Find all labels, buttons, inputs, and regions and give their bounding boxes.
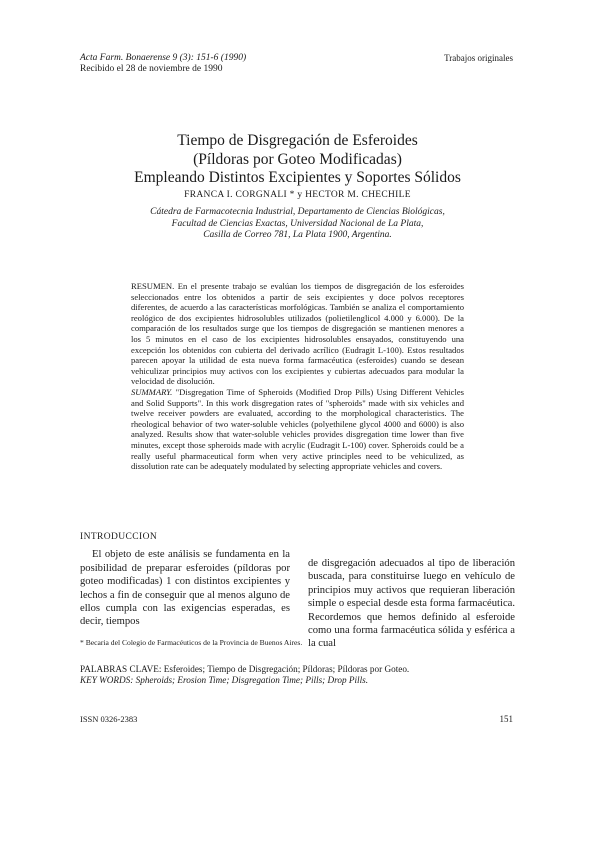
intro-column-left	[80, 531, 290, 629]
affiliation-line-1: Cátedra de Farmacotecnia Industrial, Departamento de Ciencias Biológicas,	[150, 207, 445, 217]
resumen-text: En el presente trabajo se evalúan los tiempos de disgregación de los esferoides seleccionados entre los obtenidos a partir de seis excipientes y doce polvos receptores diferentes, de acuerdo a las características morfológicas. También se analiza el comportamiento reológico de dos excipientes hidrosolubles utilizados (polietilenglicol 4.000 y 6.000). De la comparación de los resultados surge que los tiempos de disgregación se mantienen menores a los 5 minutos en el caso de los excipientes hidrosolubles ensayados, constituyendo una excepción los obtenidos con cubierta del derivado acrílico (Eudragit L-100). Estos resultados parecen apoyar la utilidad de esta nueva forma farmacéutica (esferoides) cuando se desean vehiculizar principios muy activos con los excipientes y cubiertas adecuados para modular la velocidad de disolución.	[131, 281, 464, 387]
affiliation-line-3: Casilla de Correo 781, La Plata 1900, Argentina.	[203, 230, 392, 240]
intro-column-right	[308, 557, 515, 651]
resumen-paragraph	[131, 281, 464, 387]
journal-header	[80, 53, 246, 75]
affiliation-line-2: Facultad de Ciencias Exactas, Universidad Nacional de La Plata,	[171, 218, 424, 229]
issn: ISSN 0326-2383	[80, 714, 138, 724]
affiliation	[60, 207, 535, 242]
footnote: * Becaria del Colegio de Farmacéuticos de la Provincia de Buenos Aires.	[80, 638, 303, 647]
authors: FRANCA I. CORGNALI * y HECTOR M. CHECHILE	[184, 190, 411, 200]
article-title	[60, 132, 535, 188]
summary-text: "Disgregation Time of Spheroids (Modified Drop Pills) Using Different Vehicles and Solid Supports". In this work disgregation rates of "spheroids" made with six vehicles and twelve receiver powders are evaluated, according to the morphological characteristics. The rheological behavior of two water-soluble vehicles (polyethilene glycol 4000 and 6000) is also analyzed. Results show that water-soluble vehicles provides disgregation time lower than five minutes, except those spheroids made with acrylic (Eudragit L-100) cover. Spheroids could be a really useful pharmaceutical form when very active principles need to be vehiculized, as dissolution rate can be adequately modulated by selecting appropriate vehicles and covers.	[131, 386, 464, 472]
intro-paragraph-1: El objeto de este análisis se fundamenta en la posibilidad de preparar esferoides (píldoras por goteo modificadas) 1 con distintos excipientes y lechos a fin de conseguir que al menos alguno de ellos cumpla con las exigencias esperadas, es decir, tiempos	[80, 549, 290, 628]
page-number: 151	[499, 714, 513, 724]
intro-heading: INTRODUCCION	[80, 532, 158, 542]
summary-paragraph	[131, 387, 464, 472]
section-label: Trabajos originales	[444, 53, 513, 63]
received-date: Recibido el 28 de noviembre de 1990	[80, 64, 223, 74]
title-line-3: Empleando Distintos Excipientes y Soportes Sólidos	[134, 169, 461, 186]
resumen-label: RESUMEN.	[131, 281, 175, 291]
intro-paragraph-2: de disgregación adecuados al tipo de liberación buscada, para constituirse luego en vehículo de principios muy activos que requieran liberación simple o especial desde esta forma farmacéutica. Recordemos que hemos definido al esferoide como una forma farmacéutica sólida y esférica a la cual	[308, 558, 515, 650]
keywords	[80, 664, 520, 686]
title-line-2: (Píldoras por Goteo Modificadas)	[193, 150, 402, 168]
abstract	[131, 281, 464, 472]
keywords-es: PALABRAS CLAVE: Esferoides; Tiempo de Disgregación; Píldoras; Píldoras por Goteo.	[80, 664, 410, 674]
summary-label: SUMMARY.	[131, 386, 173, 397]
keywords-en: KEY WORDS: Spheroids; Erosion Time; Disgregation Time; Pills; Drop Pills.	[80, 675, 369, 685]
title-line-1: Tiempo de Disgregación de Esferoides	[177, 132, 418, 149]
journal-citation: Acta Farm. Bonaerense 9 (3): 151-6 (1990)	[80, 53, 247, 63]
